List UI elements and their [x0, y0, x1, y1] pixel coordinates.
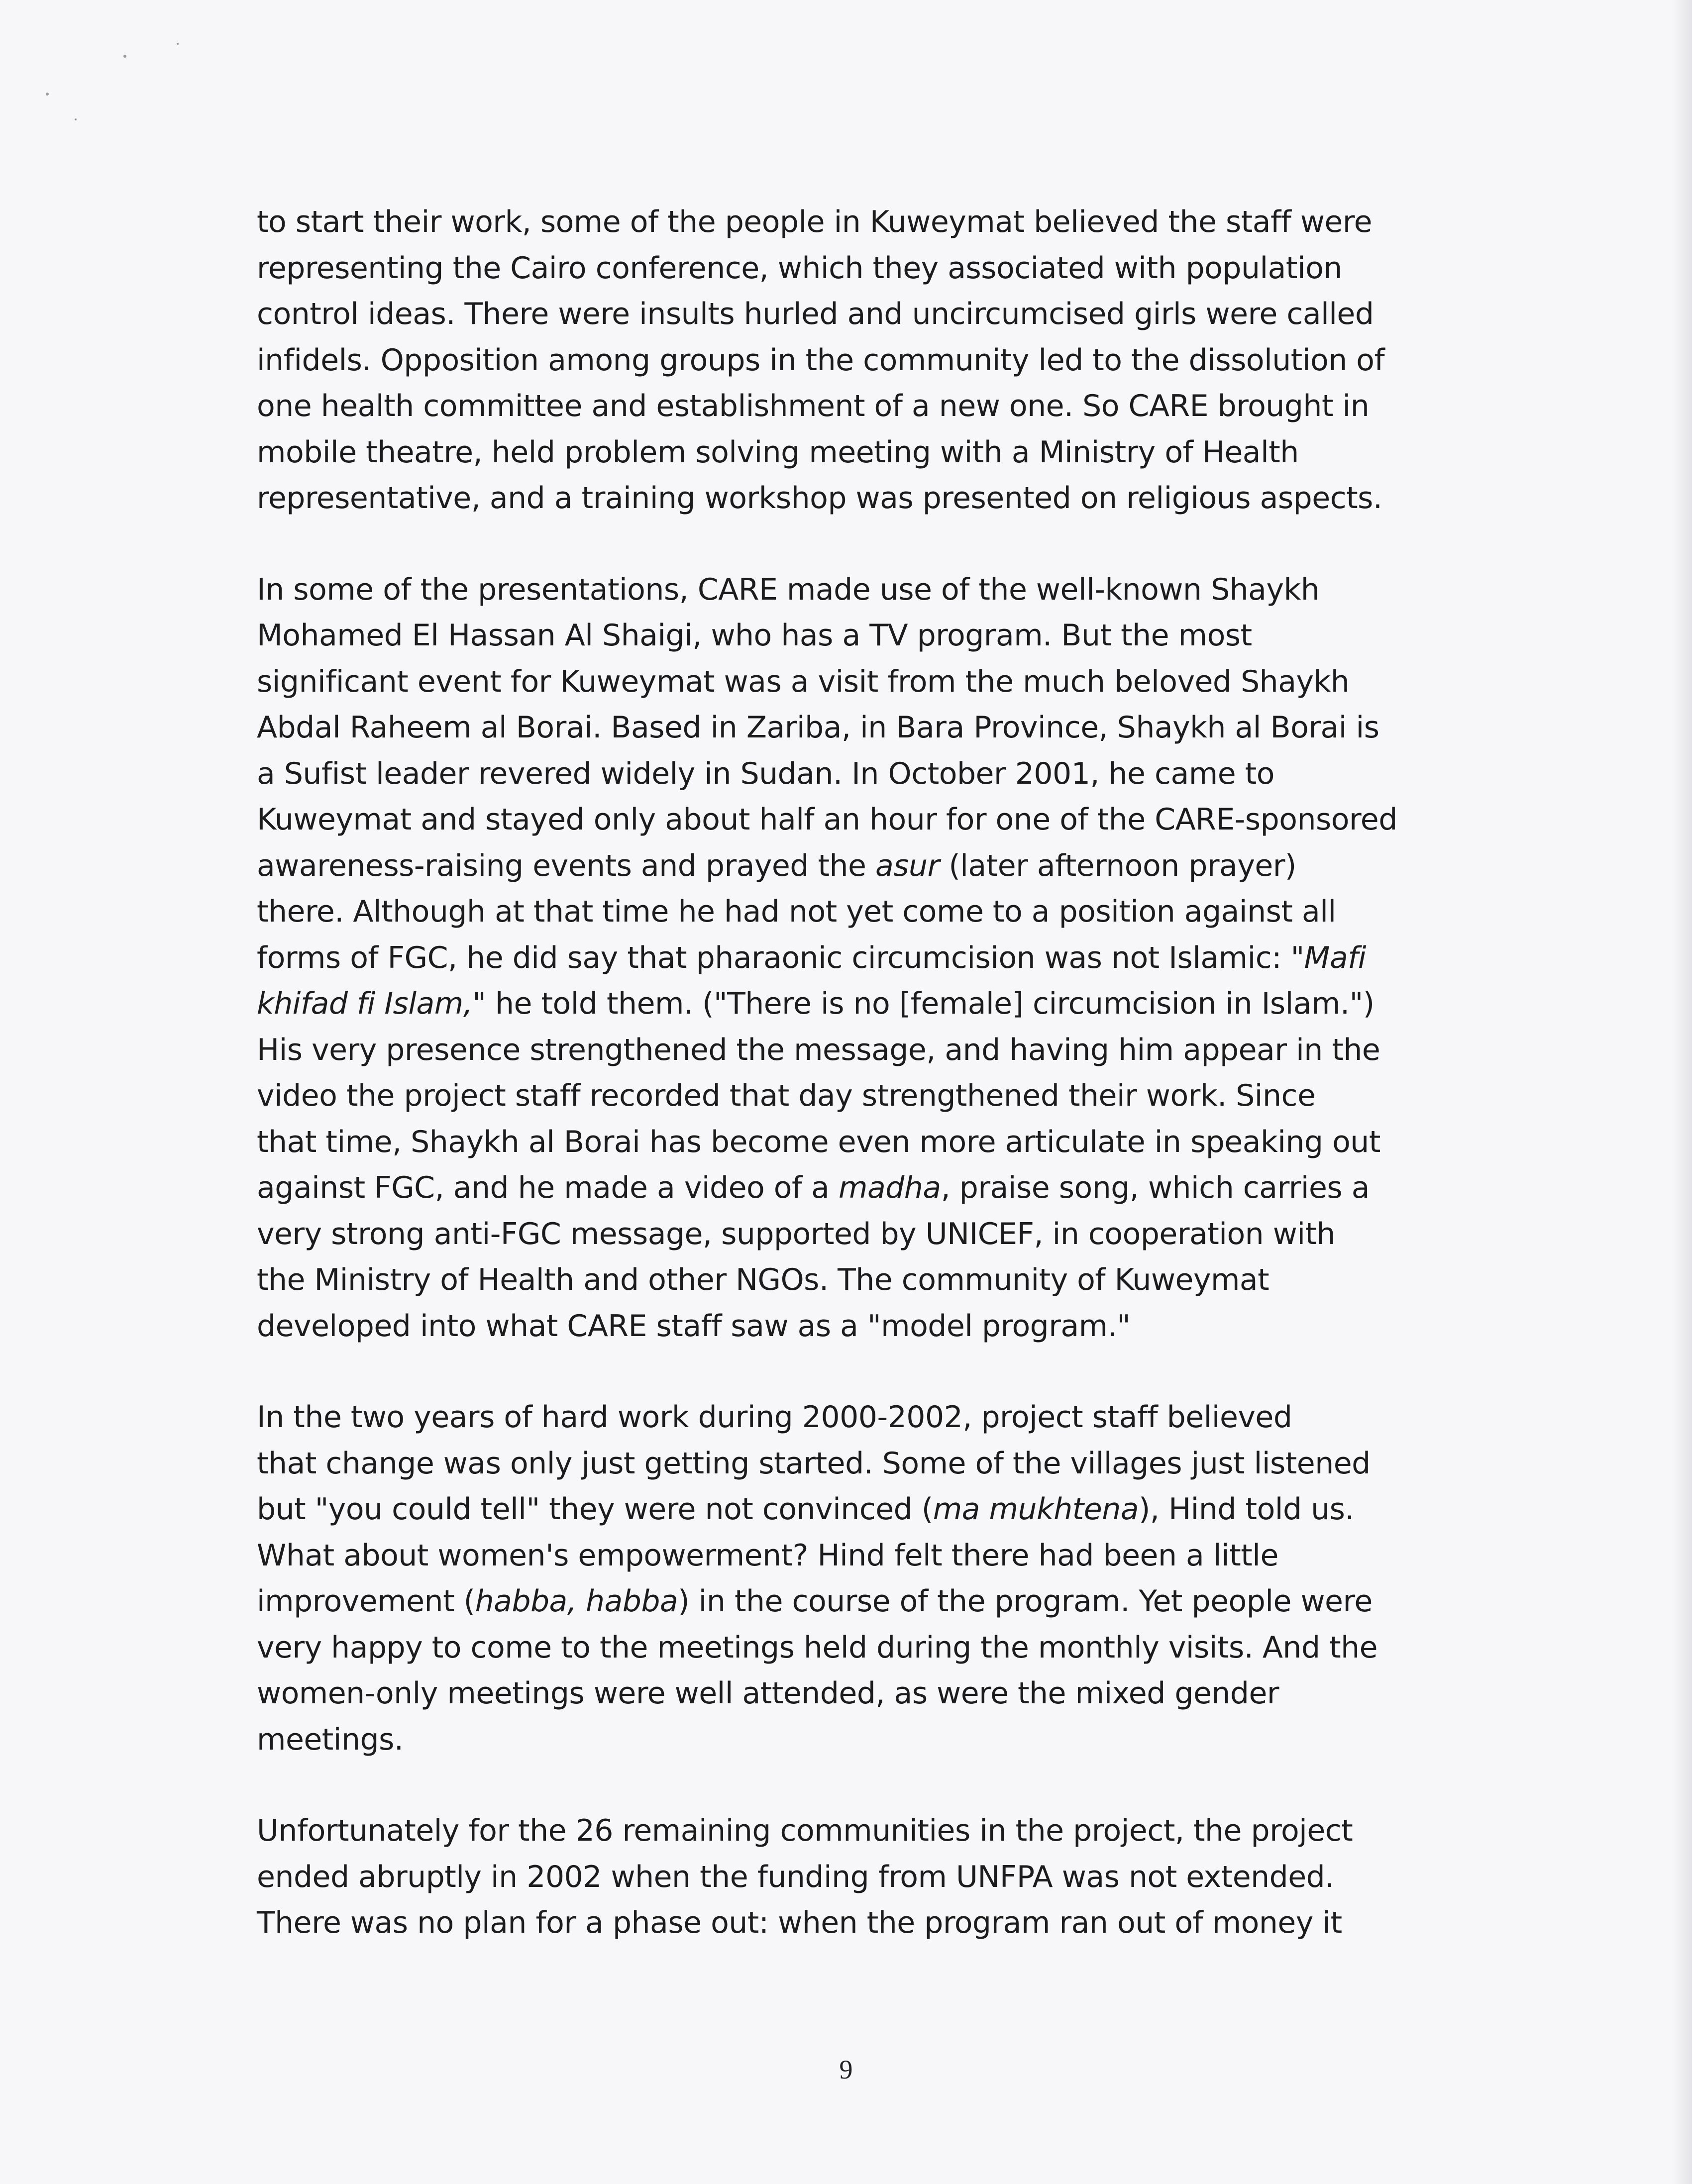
text-run: ) in the course of the program. Yet people were	[678, 1584, 1373, 1619]
text-line	[257, 245, 1476, 292]
scan-speck	[75, 118, 77, 120]
text-run: " he told them. ("There is no [female] circumcision in Islam.")	[472, 986, 1375, 1021]
text-run: , praise song, which carries a	[941, 1170, 1370, 1205]
text-run: mobile theatre, held problem solving meeting with a Ministry of Health	[257, 434, 1299, 470]
text-run: to start their work, some of the people in Kuweymat believed the staff were	[257, 205, 1373, 239]
text-line	[257, 337, 1476, 384]
text-run: infidels. Opposition among groups in the community led to the dissolution of	[257, 342, 1385, 378]
text-line	[257, 1027, 1476, 1073]
text-run: improvement (	[257, 1584, 475, 1619]
text-line	[257, 1854, 1476, 1900]
text-line	[257, 199, 1476, 245]
paragraph	[257, 199, 1476, 521]
text-run: What about women's empowerment? Hind felt there had been a little	[257, 1538, 1278, 1573]
text-line	[257, 475, 1476, 521]
text-line	[257, 1625, 1476, 1671]
italic-term: habba, habba	[475, 1584, 678, 1619]
text-run: a Sufist leader revered widely in Sudan. In October 2001, he came to	[257, 756, 1274, 791]
text-run: Mohamed El Hassan Al Shaigi, who has a TV program. But the most	[257, 618, 1252, 653]
text-run: that change was only just getting started. Some of the villages just listened	[257, 1446, 1371, 1481]
text-run: video the project staff recorded that day strengthened their work. Since	[257, 1078, 1316, 1113]
text-run: developed into what CARE staff saw as a "model program."	[257, 1308, 1131, 1344]
text-line	[257, 383, 1476, 429]
text-run: ), Hind told us.	[1139, 1492, 1354, 1527]
text-line	[257, 889, 1476, 935]
text-run: Kuweymat and stayed only about half an hour for one of the CARE-sponsored	[257, 802, 1397, 837]
text-run: significant event for Kuweymat was a visit from the much beloved Shaykh	[257, 664, 1350, 699]
italic-term: madha	[839, 1170, 941, 1205]
text-line	[257, 1303, 1476, 1350]
text-run: There was no plan for a phase out: when the program ran out of money it	[257, 1905, 1342, 1940]
text-run: (later afternoon prayer)	[939, 848, 1296, 883]
text-line	[257, 1257, 1476, 1303]
paragraph	[257, 567, 1476, 1350]
text-line	[257, 1900, 1476, 1946]
text-line	[257, 1394, 1476, 1441]
text-line	[257, 1165, 1476, 1211]
text-run: meetings.	[257, 1722, 404, 1757]
text-line	[257, 1533, 1476, 1579]
text-line	[257, 429, 1476, 476]
text-line	[257, 843, 1476, 889]
page-edge-shadow	[1672, 0, 1692, 2184]
paragraph	[257, 1808, 1476, 1946]
text-line	[257, 1441, 1476, 1487]
paragraph	[257, 1394, 1476, 1763]
text-line	[257, 1578, 1476, 1625]
text-run: control ideas. There were insults hurled and uncircumcised girls were called	[257, 297, 1374, 331]
text-line	[257, 1486, 1476, 1533]
text-run: In the two years of hard work during 2000-2002, project staff believed	[257, 1400, 1292, 1435]
text-run: representing the Cairo conference, which they associated with population	[257, 250, 1342, 286]
text-run: representative, and a training workshop was presented on religious aspects.	[257, 481, 1382, 516]
text-run: Unfortunately for the 26 remaining communities in the project, the project	[257, 1813, 1353, 1848]
text-run: but "you could tell" they were not convinced (	[257, 1492, 933, 1527]
text-run: His very presence strengthened the message, and having him appear in the	[257, 1032, 1380, 1067]
text-run: one health committee and establishment of a new one. So CARE brought in	[257, 389, 1370, 423]
text-run: very strong anti-FGC message, supported by UNICEF, in cooperation with	[257, 1216, 1336, 1251]
text-line	[257, 1211, 1476, 1257]
text-line	[257, 705, 1476, 751]
text-run: women-only meetings were well attended, as were the mixed gender	[257, 1676, 1279, 1711]
text-run: ended abruptly in 2002 when the funding from UNFPA was not extended.	[257, 1859, 1334, 1894]
text-line	[257, 1119, 1476, 1165]
page-number: 9	[839, 2055, 853, 2084]
text-line	[257, 1808, 1476, 1854]
scan-speck	[46, 93, 49, 96]
italic-term: Mafi	[1304, 940, 1366, 975]
text-line	[257, 659, 1476, 705]
text-line	[257, 613, 1476, 659]
text-line	[257, 751, 1476, 797]
text-line	[257, 291, 1476, 337]
text-run: forms of FGC, he did say that pharaonic circumcision was not Islamic: "	[257, 940, 1304, 975]
italic-term: asur	[875, 848, 940, 883]
text-run: there. Although at that time he had not yet come to a position against all	[257, 894, 1336, 929]
scan-speck	[177, 43, 179, 45]
text-line	[257, 567, 1476, 613]
italic-term: ma mukhtena	[933, 1492, 1139, 1527]
text-line	[257, 1670, 1476, 1717]
text-line	[257, 935, 1476, 981]
text-line	[257, 1717, 1476, 1763]
text-run: the Ministry of Health and other NGOs. The community of Kuweymat	[257, 1262, 1269, 1297]
text-run: that time, Shaykh al Borai has become even more articulate in speaking out	[257, 1124, 1380, 1159]
text-run: In some of the presentations, CARE made use of the well-known Shaykh	[257, 572, 1320, 607]
text-run: awareness-raising events and prayed the	[257, 848, 876, 883]
text-run: very happy to come to the meetings held during the monthly visits. And the	[257, 1630, 1378, 1665]
scan-speck	[123, 55, 126, 58]
text-line	[257, 797, 1476, 843]
text-line	[257, 1073, 1476, 1119]
text-run: Abdal Raheem al Borai. Based in Zariba, in Bara Province, Shaykh al Borai is	[257, 710, 1379, 745]
italic-term: khifad fi Islam,	[257, 986, 473, 1021]
text-run: against FGC, and he made a video of a	[257, 1170, 839, 1205]
document-body	[257, 199, 1476, 1991]
text-line	[257, 981, 1476, 1027]
